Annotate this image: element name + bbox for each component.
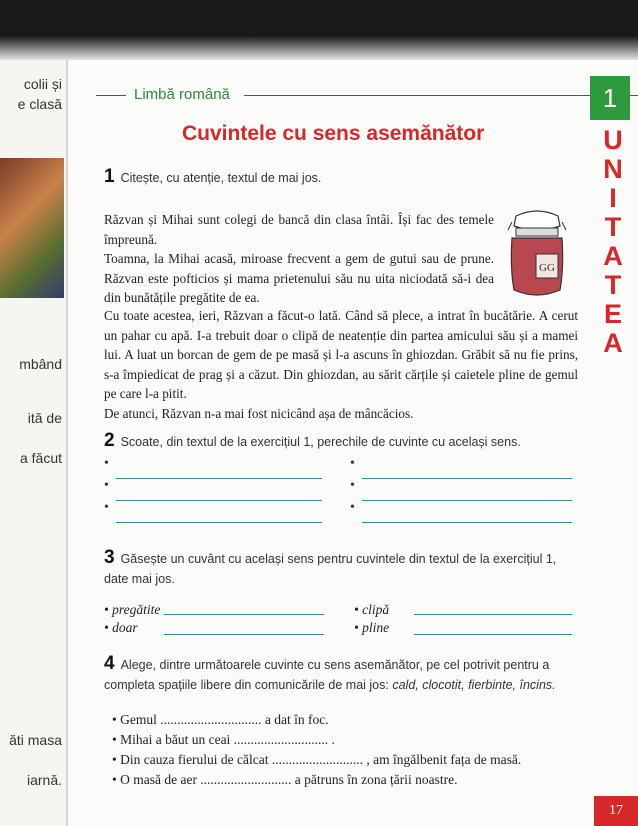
side-letter: T bbox=[604, 270, 622, 300]
answer-line[interactable] bbox=[164, 634, 324, 635]
jam-jar-illustration bbox=[502, 208, 572, 300]
header-rule-right bbox=[244, 95, 638, 96]
unit-number-tab: 1 bbox=[590, 76, 630, 120]
word-pregatite: pregătite bbox=[112, 602, 161, 617]
story-text bbox=[104, 210, 494, 308]
side-letter: I bbox=[609, 183, 617, 213]
story-text-wide bbox=[104, 306, 578, 423]
exercise-1-instruction: Citește, cu atenție, textul de mai jos. bbox=[120, 171, 322, 185]
header-rule-left bbox=[96, 95, 126, 96]
answer-line[interactable] bbox=[414, 634, 572, 635]
exercise-3-heading bbox=[104, 548, 578, 589]
bullet: • bbox=[104, 456, 109, 471]
word-pline: pline bbox=[362, 620, 390, 635]
answer-line[interactable] bbox=[116, 522, 322, 523]
left-page-fragment: a făcut bbox=[19, 450, 62, 466]
exercise-number: 2 bbox=[104, 430, 115, 451]
answer-line[interactable] bbox=[362, 478, 572, 479]
left-page-fragment: mbând bbox=[19, 356, 62, 372]
lesson-title: Cuvintele cu sens asemănător bbox=[182, 122, 485, 145]
word-doar: doar bbox=[112, 620, 138, 635]
answer-line[interactable] bbox=[362, 522, 572, 523]
scan-shadow bbox=[0, 36, 638, 62]
side-letter: U bbox=[603, 125, 623, 155]
word-option: • pregătite bbox=[104, 602, 161, 617]
bullet: • bbox=[350, 456, 355, 471]
side-letter: E bbox=[603, 299, 622, 329]
fill-in-sentence[interactable]: • Din cauza fierului de călcat ........................... , am îngălbenit fața de masă. bbox=[112, 752, 522, 767]
bullet: • bbox=[104, 500, 109, 515]
left-page-fragment: iarnă. bbox=[26, 772, 62, 788]
exercise-1-heading bbox=[104, 166, 321, 188]
bullet: • bbox=[350, 478, 355, 493]
answer-line[interactable] bbox=[414, 614, 572, 615]
side-letter: T bbox=[604, 212, 622, 242]
exercise-number: 1 bbox=[104, 166, 115, 187]
exercise-number: 4 bbox=[104, 653, 115, 674]
page-header bbox=[96, 86, 566, 102]
jar-label: GG bbox=[539, 262, 555, 274]
left-page-fragment: ită de bbox=[27, 410, 62, 426]
side-letter: A bbox=[603, 328, 623, 358]
answer-line[interactable] bbox=[362, 500, 572, 501]
word-option: • clipă bbox=[354, 602, 390, 617]
page-number: 17 bbox=[594, 796, 638, 826]
left-page-illustration bbox=[0, 158, 64, 298]
side-letter: A bbox=[603, 241, 623, 271]
fill-in-sentence[interactable]: • O masă de aer ........................... a pătruns în zona țării noastre. bbox=[112, 772, 458, 787]
side-letter: N bbox=[603, 154, 623, 184]
answer-line[interactable] bbox=[116, 500, 322, 501]
bullet: • bbox=[104, 478, 109, 493]
word-clipa: clipă bbox=[362, 602, 390, 617]
exercise-number: 3 bbox=[104, 547, 115, 568]
left-page-fragment: colii și bbox=[23, 76, 62, 92]
story-paragraph: Răzvan și Mihai sunt colegi de bancă din clasa întâi. Își fac des temele împreună. bbox=[104, 212, 494, 247]
story-paragraph: Cu toate acestea, ieri, Răzvan a făcut-o lată. Când să plece, a intrat în bucătărie. A cerut un pahar cu apă. I-a trebuit doar o clipă de neatenție din partea amicului său și a mamei lui. A luat un borcan de gem de pe masă și l-a ascuns în ghiozdan. Grăbit să nu fie prins, s-a împiedicat de prag și a căzut. Din ghiozdan, au sărit cărțile și caietele pline de gemul pe care l-a pitit. bbox=[104, 308, 578, 401]
answer-line[interactable] bbox=[164, 614, 324, 615]
fill-in-sentence[interactable]: • Mihai a băut un ceai ............................ . bbox=[112, 732, 335, 747]
fill-in-sentence[interactable]: • Gemul .............................. a dat în foc. bbox=[112, 712, 329, 727]
exercise-4-words: cald, clocotit, fierbinte, încins. bbox=[392, 678, 556, 692]
exercise-4-heading bbox=[104, 654, 578, 695]
word-option: • pline bbox=[354, 620, 390, 635]
left-page-fragment: e clasă bbox=[17, 96, 62, 112]
story-paragraph: De atunci, Răzvan n-a mai fost nicicând așa de mâncăcios. bbox=[104, 405, 414, 421]
exercise-2-instruction: Scoate, din textul de la exercițiul 1, perechile de cuvinte cu același sens. bbox=[120, 435, 521, 449]
subject-label: Limbă română bbox=[134, 86, 230, 103]
word-option: • doar bbox=[104, 620, 138, 635]
answer-line[interactable] bbox=[116, 478, 322, 479]
bullet: • bbox=[350, 500, 355, 515]
left-page-edge bbox=[0, 60, 68, 826]
exercise-2-heading bbox=[104, 430, 521, 452]
story-paragraph: Toamna, la Mihai acasă, miroase frecvent a gem de gutui sau de prune. Răzvan este pofticios și mama prietenului său nu uita niciodată să-i dea din bunătățile pregătite de ea. bbox=[104, 251, 494, 305]
exercise-4-instruction: Alege, dintre următoarele cuvinte cu sens asemănător, pe cel potrivit pentru a completa spațiile libere din comunicările de mai jos: bbox=[104, 658, 550, 692]
left-page-fragment: ăti masa bbox=[9, 732, 62, 748]
unit-side-label bbox=[596, 126, 630, 358]
exercise-3-instruction: Găsește un cuvânt cu același sens pentru cuvintele din textul de la exercițiul 1, date mai jos. bbox=[104, 552, 557, 586]
